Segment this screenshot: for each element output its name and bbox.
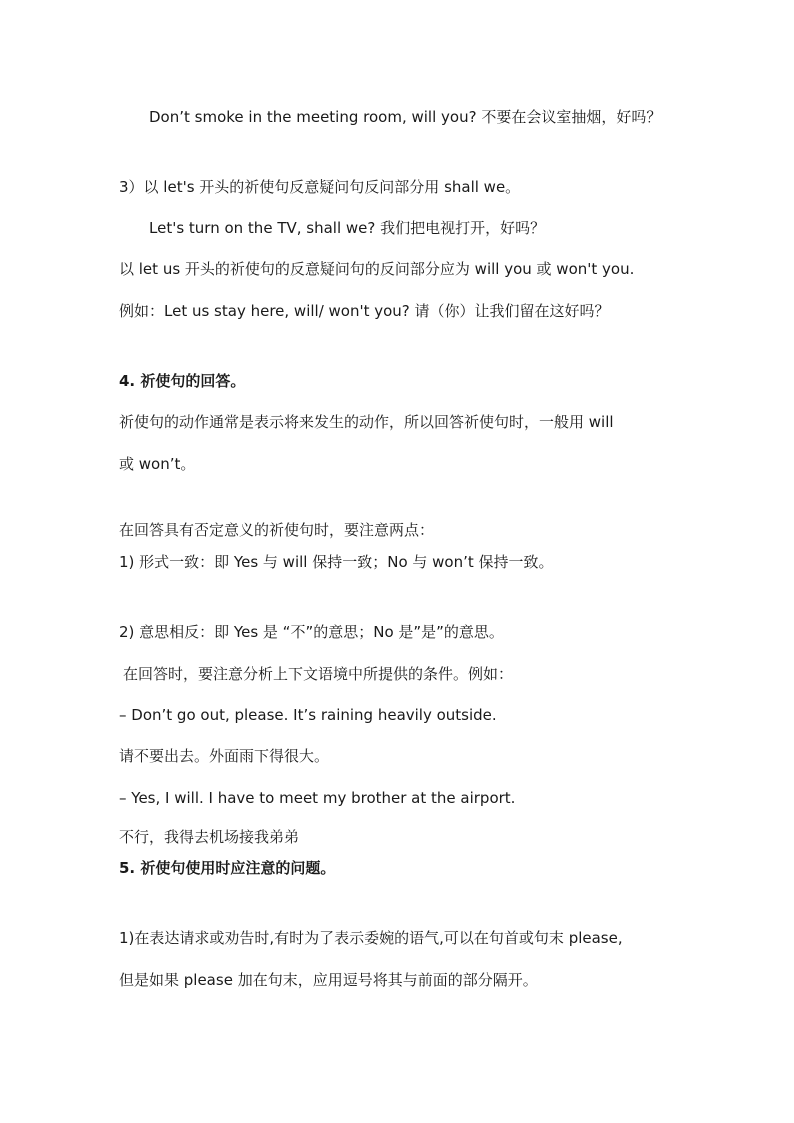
paragraph-answer-line-2: 或 won’t。 <box>119 455 196 473</box>
point-2-meaning-opposite: 2) 意思相反：即 Yes 是 “不”的意思；No 是”是”的意思。 <box>119 623 504 641</box>
dialogue-line-zh-2: 不行，我得去机场接我弟弟 <box>119 828 300 846</box>
dialogue-line-zh-1: 请不要出去。外面雨下得很大。 <box>119 747 330 765</box>
example-sentence-let-us-stay: 例如：Let us stay here, will/ won't you? 请（你）让我们留在这好吗？ <box>119 302 610 320</box>
dialogue-line-en-1: – Don’t go out, please. It’s raining heavily outside. <box>119 706 497 724</box>
section-heading-4: 4. 祈使句的回答。 <box>119 372 246 390</box>
example-sentence-lets-turn-on-tv: Let's turn on the TV, shall we? 我们把电视打开，好吗？ <box>149 219 546 237</box>
point-1-form-consistent: 1) 形式一致：即 Yes 与 will 保持一致；No 与 won’t 保持一致。 <box>119 553 554 571</box>
section-heading-5: 5. 祈使句使用时应注意的问题。 <box>119 859 336 877</box>
paragraph-two-points: 在回答具有否定意义的祈使句时，要注意两点： <box>119 521 435 539</box>
example-sentence-dont-smoke: Don’t smoke in the meeting room, will you? 不要在会议室抽烟，好吗？ <box>149 108 662 126</box>
paragraph-answer-line-1: 祈使句的动作通常是表示将来发生的动作，所以回答祈使句时，一般用 will <box>119 413 614 431</box>
rule-lets-shall-we: 3）以 let's 开头的祈使句反意疑问句反问部分用 shall we。 <box>119 178 521 196</box>
rule-let-us-will-you: 以 let us 开头的祈使句的反意疑问句的反问部分应为 will you 或 won't you. <box>119 260 635 278</box>
paragraph-please-line-1: 1)在表达请求或劝告时,有时为了表示委婉的语气,可以在句首或句末 please, <box>119 929 623 947</box>
dialogue-line-en-2: – Yes, I will. I have to meet my brother at the airport. <box>119 789 516 807</box>
paragraph-please-line-2: 但是如果 please 加在句末，应用逗号将其与前面的部分隔开。 <box>119 971 538 989</box>
paragraph-context-note: 在回答时，要注意分析上下文语境中所提供的条件。例如： <box>123 665 514 683</box>
